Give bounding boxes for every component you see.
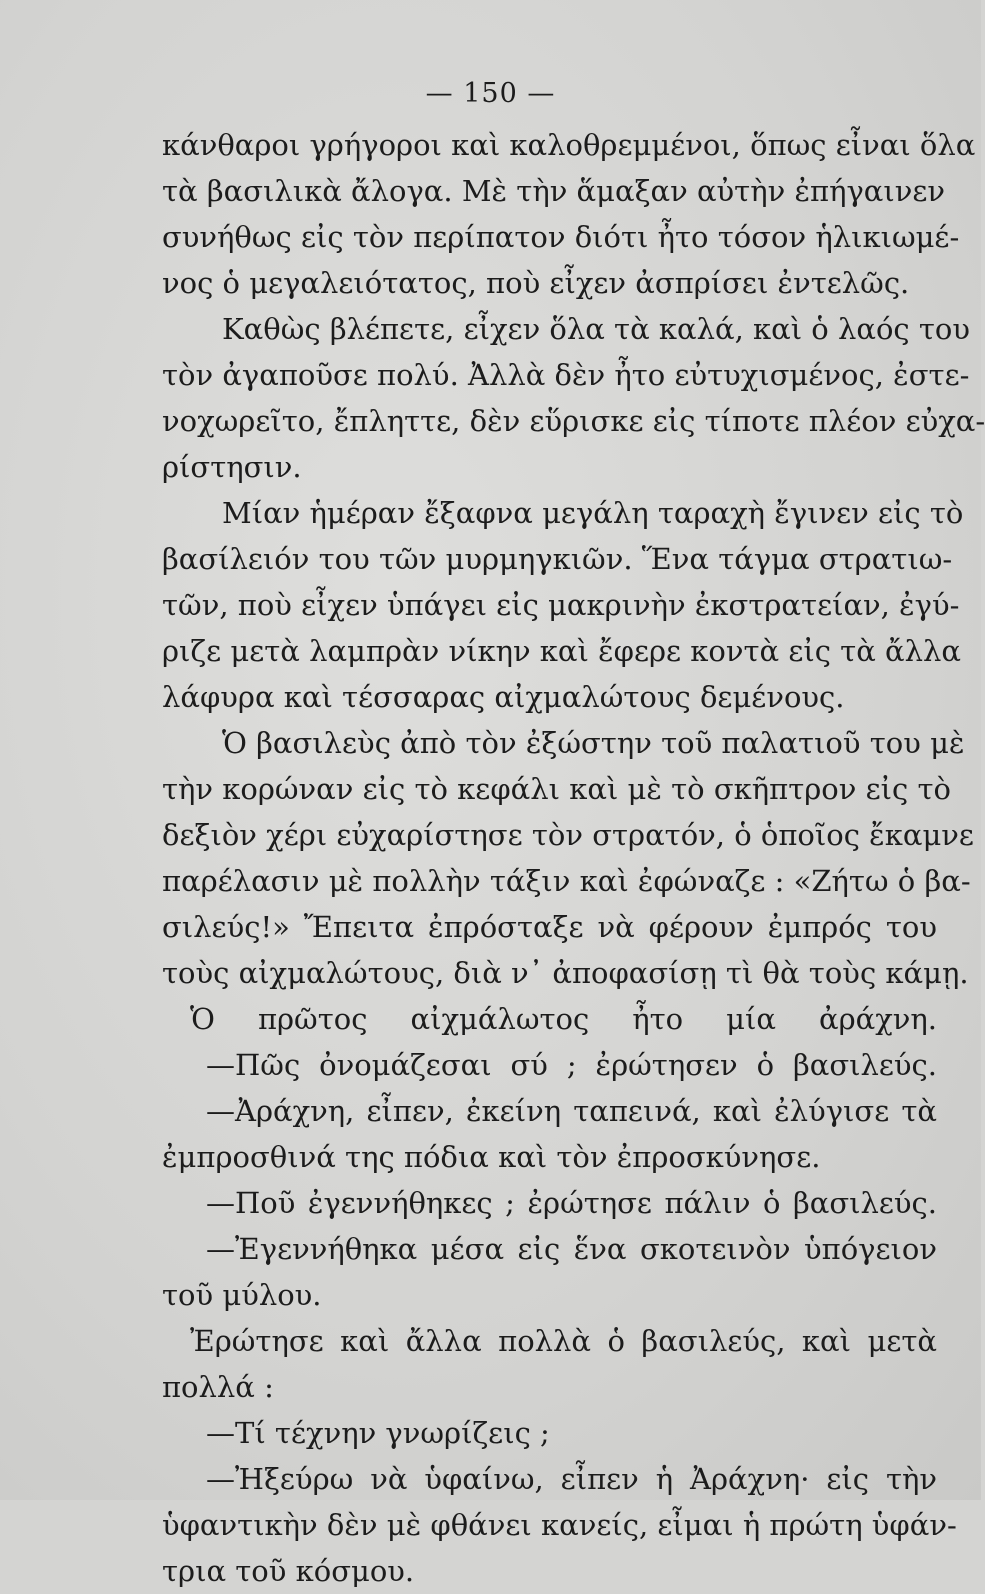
text-line: τρια τοῦ κόσμου.: [162, 1554, 415, 1588]
text-line: Μίαν ἡμέραν ἔξαφνα μεγάλη ταραχὴ ἔγινεν εἰς τὸ: [222, 496, 964, 530]
text-line: —Ἐγεννήθηκα μέσα εἰς ἕνα σκοτεινὸν ὑπόγειον: [206, 1232, 937, 1266]
text-line: τὸν ἀγαποῦσε πολύ. Ἀλλὰ δὲν ἦτο εὐτυχισμένος, ἐστε-: [162, 358, 970, 392]
text-line: δεξιὸν χέρι εὐχαρίστησε τὸν στρατόν, ὁ ὁποῖος ἔκαμνε: [162, 818, 974, 852]
text-line: νοχωρεῖτο, ἔπληττε, δὲν εὕρισκε εἰς τίποτε πλέον εὐχα-: [162, 404, 985, 438]
text-line: ἐμπροσθινά της πόδια καὶ τὸν ἐπροσκύνησε.: [162, 1140, 821, 1174]
text-line: Ἐρώτησε καὶ ἄλλα πολλὰ ὁ βασιλεύς, καὶ μετὰ: [190, 1324, 937, 1358]
text-line: τοῦ μύλου.: [162, 1278, 322, 1312]
text-line: σιλεύς!» Ἔπειτα ἐπρόσταξε νὰ φέρουν ἐμπρός του: [162, 910, 937, 944]
text-line: Ὁ βασιλεὺς ἀπὸ τὸν ἐξώστην τοῦ παλατιοῦ του μὲ: [222, 726, 965, 760]
text-line: τὰ βασιλικὰ ἄλογα. Μὲ τὴν ἅμαξαν αὐτὴν ἐπήγαινεν: [162, 174, 946, 208]
page-text: [162, 122, 985, 1594]
text-line: τοὺς αἰχμαλώτους, διὰ ν᾿ ἀποφασίσῃ τὶ θὰ τοὺς κάμῃ.: [162, 956, 969, 990]
text-line: ὑφαντικὴν δὲν μὲ φθάνει κανείς, εἶμαι ἡ πρώτη ὑφάν-: [162, 1508, 957, 1542]
text-line: —Πῶς ὀνομάζεσαι σύ ; ἐρώτησεν ὁ βασιλεύς.: [206, 1048, 937, 1082]
text-line: —Ἠξεύρω νὰ ὑφαίνω, εἶπεν ἡ Ἀράχνη· εἰς τὴν: [206, 1462, 937, 1496]
text-line: —Ποῦ ἐγεννήθηκες ; ἐρώτησε πάλιν ὁ βασιλεύς.: [206, 1186, 937, 1220]
page-number: — 150 —: [425, 78, 556, 109]
text-line: τὴν κορώναν εἰς τὸ κεφάλι καὶ μὲ τὸ σκῆπτρον εἰς τὸ: [162, 772, 951, 806]
text-line: συνήθως εἰς τὸν περίπατον διότι ἦτο τόσον ἡλικιωμέ-: [162, 220, 960, 254]
text-line: νος ὁ μεγαλειότατος, ποὺ εἶχεν ἀσπρίσει ἐντελῶς.: [162, 266, 910, 300]
text-line: ρίστησιν.: [162, 450, 302, 484]
text-line: ριζε μετὰ λαμπρὰν νίκην καὶ ἔφερε κοντὰ εἰς τὰ ἄλλα: [162, 634, 961, 668]
text-line: Ὁ πρῶτος αἰχμάλωτος ἦτο μία ἀράχνη.: [190, 1002, 937, 1036]
text-line: πολλά :: [162, 1370, 274, 1404]
text-line: τῶν, ποὺ εἶχεν ὑπάγει εἰς μακρινὴν ἐκστρατείαν, ἐγύ-: [162, 588, 960, 622]
text-line: βασίλειόν του τῶν μυρμηγκιῶν. Ἕνα τάγμα στρατιω-: [162, 542, 953, 576]
text-line: κάνθαροι γρήγοροι καὶ καλοθρεμμένοι, ὅπως εἶναι ὅλα: [162, 128, 976, 162]
text-line: —Ἀράχνη, εἶπεν, ἐκείνη ταπεινά, καὶ ἐλύγισε τὰ: [206, 1094, 937, 1128]
text-line: Καθὼς βλέπετε, εἶχεν ὅλα τὰ καλά, καὶ ὁ λαός του: [222, 312, 970, 346]
text-line: παρέλασιν μὲ πολλὴν τάξιν καὶ ἐφώναζε : «Ζήτω ὁ βα-: [162, 864, 971, 898]
text-line: λάφυρα καὶ τέσσαρας αἰχμαλώτους δεμένους.: [162, 680, 845, 714]
text-line: —Τί τέχνην γνωρίζεις ;: [206, 1416, 550, 1450]
